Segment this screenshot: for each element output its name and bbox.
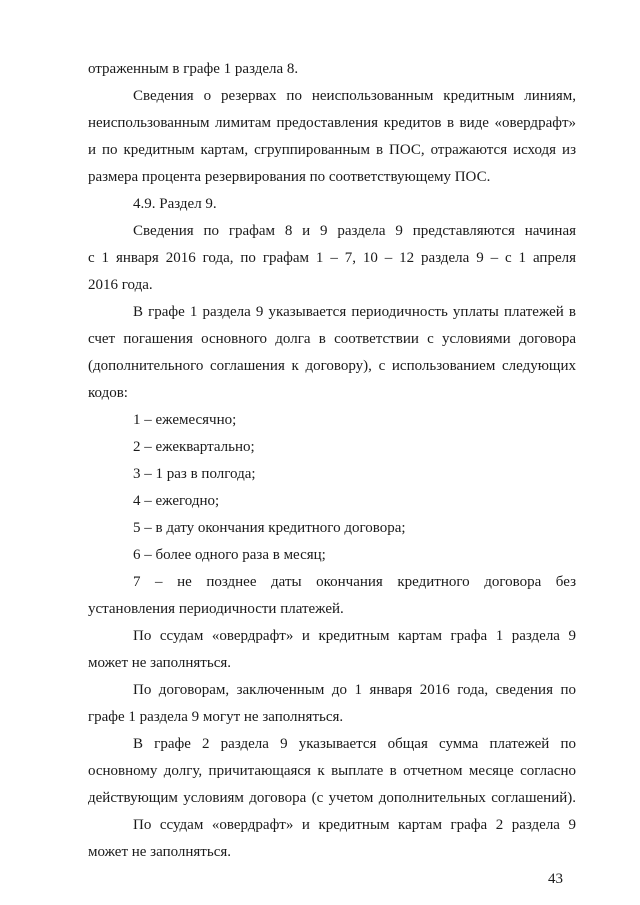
text-line: графе 1 раздела 9 могут не заполняться. (88, 709, 344, 725)
list-item: 4 – ежегодно; (133, 493, 220, 509)
text-line: размера процента резервирования по соответствующему ПОС. (88, 169, 491, 185)
text-line: По ссудам «овердрафт» и кредитным картам графа 2 раздела 9 (133, 817, 576, 833)
text-line: отраженным в графе 1 раздела 8. (88, 61, 299, 77)
list-item: 1 – ежемесячно; (133, 412, 237, 428)
text-line: В графе 1 раздела 9 указывается периодичность уплаты платежей в (133, 304, 576, 320)
list-item: 5 – в дату окончания кредитного договора; (133, 520, 406, 536)
list-item: 7 – не позднее даты окончания кредитного договора без (133, 574, 576, 590)
list-item: 2 – ежеквартально; (133, 439, 255, 455)
list-item: 3 – 1 раз в полгода; (133, 466, 256, 482)
text-line: В графе 2 раздела 9 указывается общая сумма платежей по (133, 736, 576, 752)
text-line: По договорам, заключенным до 1 января 2016 года, сведения по (133, 682, 576, 698)
text-line: 2016 года. (88, 277, 153, 293)
text-line: (дополнительного соглашения к договору), с использованием следующих (88, 358, 576, 374)
text-line: действующим условиям договора (с учетом дополнительных соглашений). (88, 790, 576, 806)
text-line: с 1 января 2016 года, по графам 1 – 7, 10 – 12 раздела 9 – с 1 апреля (88, 250, 576, 266)
text-line: неиспользованным лимитам предоставления кредитов в виде «овердрафт» (88, 115, 576, 131)
text-line: основному долгу, причитающаяся к выплате в отчетном месяце согласно (88, 763, 576, 779)
text-line: Сведения по графам 8 и 9 раздела 9 представляются начиная (133, 223, 576, 239)
text-line: установления периодичности платежей. (88, 601, 344, 617)
text-line: и по кредитным картам, сгруппированным в ПОС, отражаются исходя из (88, 142, 576, 158)
text-line: счет погашения основного долга в соответствии с условиями договора (88, 331, 576, 347)
text-line: По ссудам «овердрафт» и кредитным картам графа 1 раздела 9 (133, 628, 576, 644)
list-item: 6 – более одного раза в месяц; (133, 547, 326, 563)
section-heading: 4.9. Раздел 9. (133, 196, 217, 212)
page-number: 43 (548, 871, 563, 887)
text-line: может не заполняться. (88, 655, 232, 671)
text-line: Сведения о резервах по неиспользованным кредитным линиям, (133, 88, 576, 104)
text-line: кодов: (88, 385, 128, 401)
text-line: может не заполняться. (88, 844, 232, 860)
